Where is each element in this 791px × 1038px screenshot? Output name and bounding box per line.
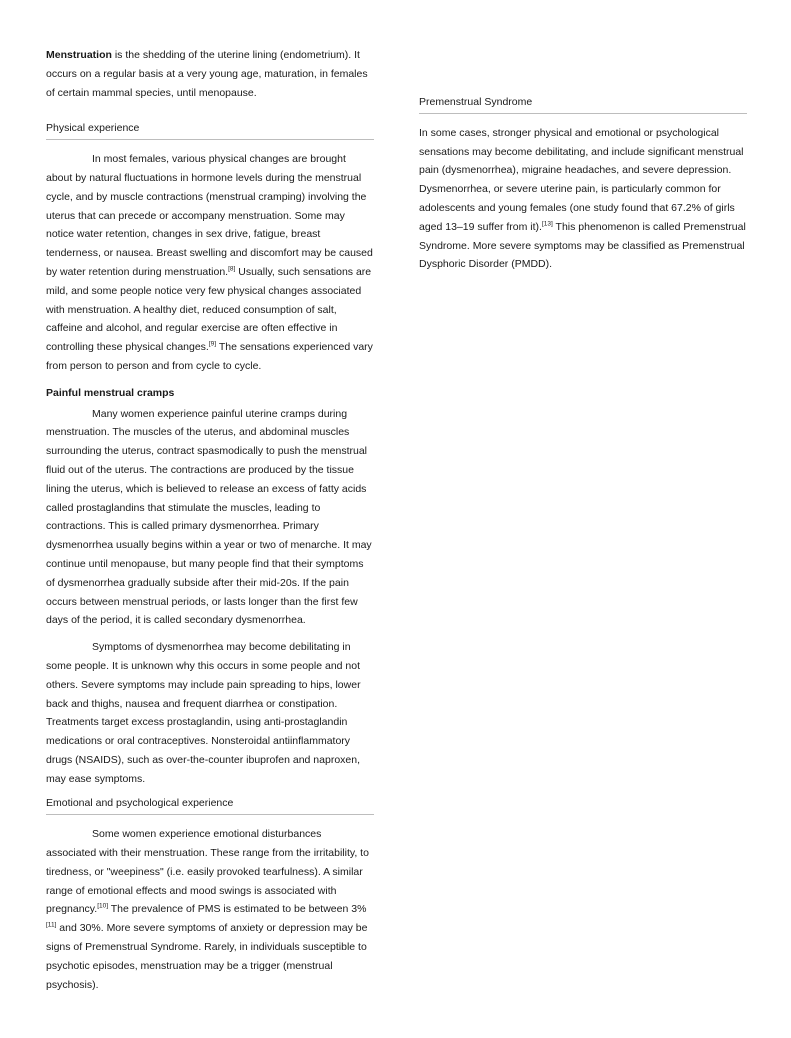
pms-heading: Premenstrual Syndrome (419, 93, 747, 114)
physical-text-c: The sensations experienced vary from person to person and from cycle to cycle. (46, 341, 373, 372)
intro-text: is the shedding of the uterine lining (endometrium). It occurs on a regular basis at a very young age, maturation, in females of certain mammal species, until menopause. (46, 49, 368, 99)
pms-text-a: In some cases, stronger physical and emotional or psychological sensations may become debilitating, and include significant menstrual pain (dysmenorrhea), migraine headaches, and severe depression. Dysmenorrhea, or severe uterine pain, is particularly common for adolescents and young females (one study found that 67.2% of girls aged 13–19 suffer from it). (419, 126, 744, 233)
pms-text-b: This phenomenon is called Premenstrual Syndrome. More severe symptoms may be classified as Premenstrual Dysphoric Disorder (PMDD). (419, 220, 746, 271)
intro-term: Menstruation (46, 49, 112, 61)
citation-11[interactable]: [11] (46, 921, 57, 929)
citation-13[interactable]: [13] (541, 220, 553, 228)
emotional-text-c: and 30%. More severe symptoms of anxiety or depression may be signs of Premenstrual Syndrome. Rarely, in individuals susceptible to psychotic episodes, menstruation may be a trigger (menstrual psychosis). (46, 922, 368, 991)
physical-paragraph (46, 150, 374, 376)
cramps-paragraph-1: Many women experience painful uterine cramps during menstruation. The muscles of the uterus, and abdominal muscles surrounding the uterus, contract spasmodically to push the menstrual fluid out of the uterus. The contractions are produced by the tissue lining the uterus, which is believed to release an excess of fatty acids called prostaglandins that stimulate the muscles, leading to contractions. This is called primary dysmenorrhea. Primary dysmenorrhea usually begins within a year or two of menarche. It may continue until menopause, but many people find that their symptoms of dysmenorrhea gradually subside after their mid-20s. If the pain occurs between menstrual periods, or lasts longer than the first few days of the period, it is called secondary dysmenorrhea. (46, 407, 372, 627)
citation-9[interactable]: [9] (208, 340, 217, 348)
painful-cramps-heading: Painful menstrual cramps (46, 386, 175, 399)
right-column (419, 46, 747, 274)
physical-text-a: In most females, various physical changes are brought about by natural fluctuations in hormone levels during the menstrual cycle, and by muscle contractions (menstrual cramping) involving the uterus that can precede or accompany menstruation. Some may notice water retention, changes in sex drive, fatigue, breast tenderness, or nausea. Breast swelling and discomfort may be caused by water retention during menstruation. (46, 153, 373, 278)
citation-10[interactable]: [10] (97, 902, 109, 910)
pms-paragraph (419, 124, 747, 274)
left-column (46, 46, 374, 1038)
emotional-continuation (419, 46, 747, 84)
citation-8[interactable]: [8] (228, 265, 236, 273)
emotional-paragraph-clip (46, 825, 374, 1038)
emotional-text-a: Some women experience emotional disturbances associated with their menstruation. These range from the irritability, to tiredness, or "weepiness" (i.e. easily provoked tearfulness). A similar range of emotional effects and mood swings is associated with pregnancy. (46, 828, 369, 916)
cramps-paragraph-2: Symptoms of dysmenorrhea may become debilitating in some people. It is unknown why this occurs in some people and not others. Severe symptoms may include pain spreading to hips, lower back and thighs, nausea and frequent diarrhea or constipation. Treatments target excess prostaglandin, using anti-prostaglandin medications or oral contraceptives. Nonsteroidal antiinflammatory drugs (NSAIDS), such as over-the-counter ibuprofen and naproxen, may ease symptoms. (46, 641, 361, 785)
emotional-paragraph (46, 825, 374, 994)
physical-text-b: Usually, such sensations are mild, and some people notice very few physical changes associated with menstruation. A healthy diet, reduced consumption of salt, caffeine and alcohol, and regular exercise are often effective in controlling these physical changes. (46, 265, 372, 354)
emotional-text-b: The prevalence of PMS is estimated to be between 3% (108, 903, 367, 916)
intro-paragraph (46, 46, 374, 102)
emotional-experience-heading: Emotional and psychological experience (46, 794, 374, 815)
physical-experience-heading: Physical experience (46, 119, 374, 140)
